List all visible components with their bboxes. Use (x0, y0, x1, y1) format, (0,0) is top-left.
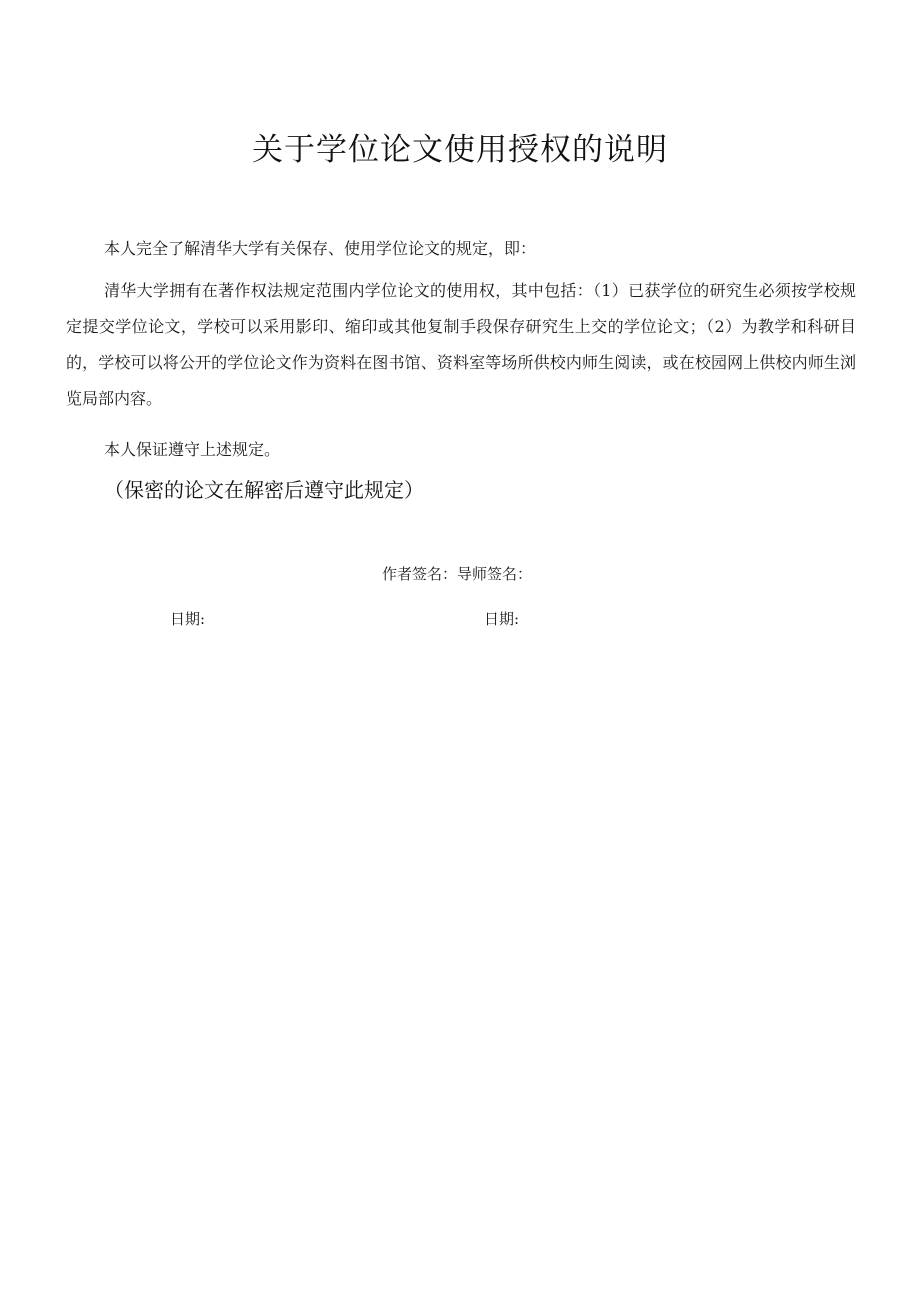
paragraph-rights: 清华大学拥有在著作权法规定范围内学位论文的使用权，其中包括：（1）已获学位的研究生必须按学校规定提交学位论文，学校可以采用影印、缩印或其他复制手段保存研究生上交的学位论文；（2）为教学和科研目的，学校可以将公开的学位论文作为资料在图书馆、资料室等场所供校内师生阅读，或在校园网上供校内师生浏览局部内容。 (66, 281, 856, 408)
signature-line: 作者签名：导师签名： (382, 565, 533, 583)
document-title: 关于学位论文使用授权的说明 (252, 132, 668, 168)
paragraph-pledge: 本人保证遵守上述规定。 (104, 440, 281, 459)
author-date-label: 日期: (170, 610, 206, 628)
advisor-date-label: 日期: (484, 610, 520, 628)
paragraph-intro: 本人完全了解清华大学有关保存、使用学位论文的规定，即： (104, 239, 537, 258)
confidential-note: （保密的论文在解密后遵守此规定） (104, 478, 424, 502)
